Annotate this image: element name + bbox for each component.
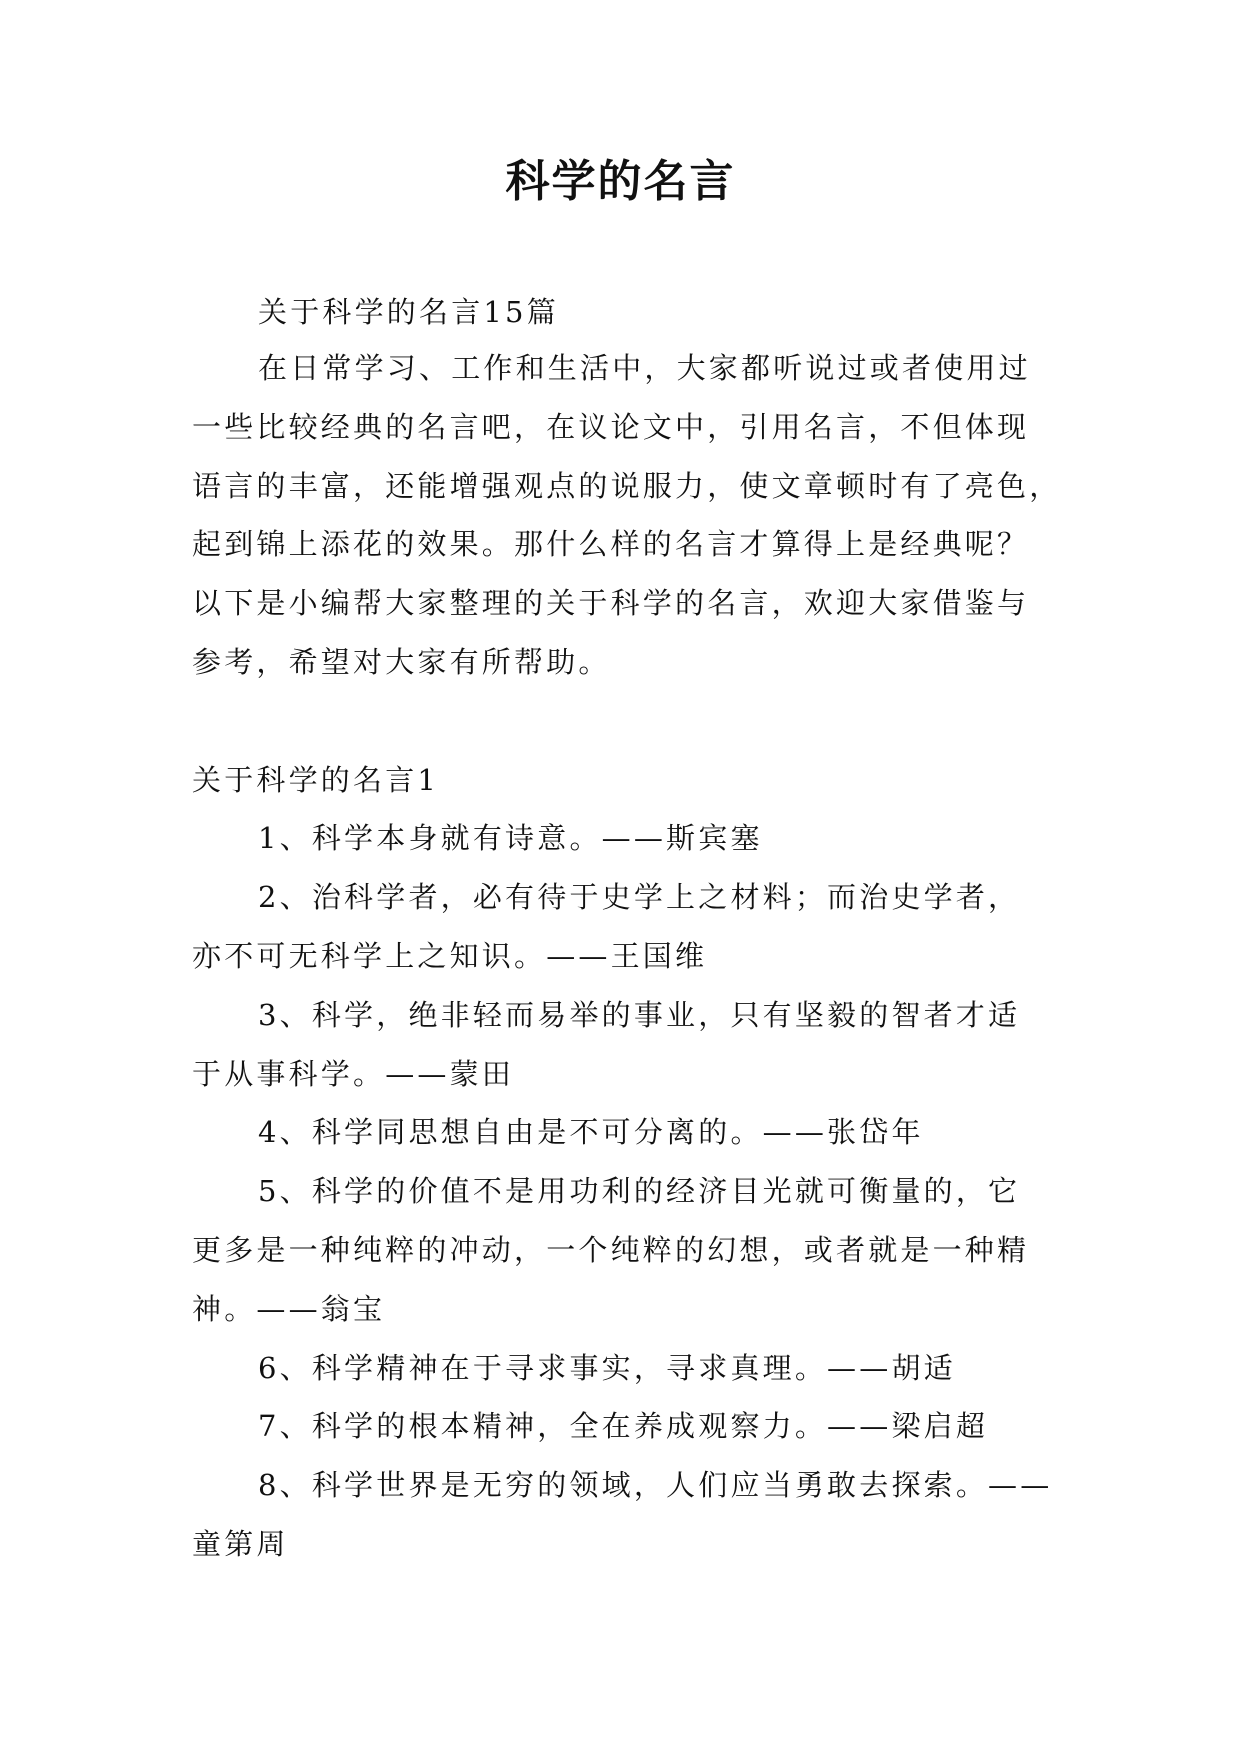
intro-line-1: 在日常学习、工作和生活中，大家都听说过或者使用过 — [258, 351, 1031, 385]
quote-1: 1、科学本身就有诗意。——斯宾塞 — [258, 821, 763, 855]
quote-3-line-2: 于从事科学。——蒙田 — [192, 1057, 515, 1091]
document-title: 科学的名言 — [505, 156, 736, 207]
quote-8-line-1: 8、科学世界是无穷的领域，人们应当勇敢去探索。—— — [258, 1468, 1053, 1502]
quote-2-line-2: 亦不可无科学上之知识。——王国维 — [192, 939, 708, 973]
intro-line-6: 参考，希望对大家有所帮助。 — [192, 645, 611, 679]
quote-8-line-2: 童第周 — [192, 1527, 289, 1561]
subtitle-line: 关于科学的名言15篇 — [258, 295, 559, 329]
quote-5-line-3: 神。——翁宝 — [192, 1292, 386, 1326]
quote-7: 7、科学的根本精神，全在养成观察力。——梁启超 — [258, 1409, 989, 1443]
intro-line-4: 起到锦上添花的效果。那什么样的名言才算得上是经典呢？ — [192, 527, 1030, 561]
intro-line-5: 以下是小编帮大家整理的关于科学的名言，欢迎大家借鉴与 — [192, 586, 1030, 620]
quote-4: 4、科学同思想自由是不可分离的。——张岱年 — [258, 1115, 924, 1149]
quote-3-line-1: 3、科学，绝非轻而易举的事业，只有坚毅的智者才适 — [258, 998, 1021, 1032]
quote-5-line-2: 更多是一种纯粹的冲动，一个纯粹的幻想，或者就是一种精 — [192, 1233, 1030, 1267]
quote-5-line-1: 5、科学的价值不是用功利的经济目光就可衡量的，它 — [258, 1174, 1021, 1208]
quote-6: 6、科学精神在于寻求事实，寻求真理。——胡适 — [258, 1351, 956, 1385]
intro-line-3: 语言的丰富，还能增强观点的说服力，使文章顿时有了亮色， — [192, 469, 1062, 503]
section-heading: 关于科学的名言1 — [192, 763, 440, 797]
intro-line-2: 一些比较经典的名言吧，在议论文中，引用名言，不但体现 — [192, 410, 1030, 444]
quote-2-line-1: 2、治科学者，必有待于史学上之材料；而治史学者， — [258, 880, 1021, 914]
